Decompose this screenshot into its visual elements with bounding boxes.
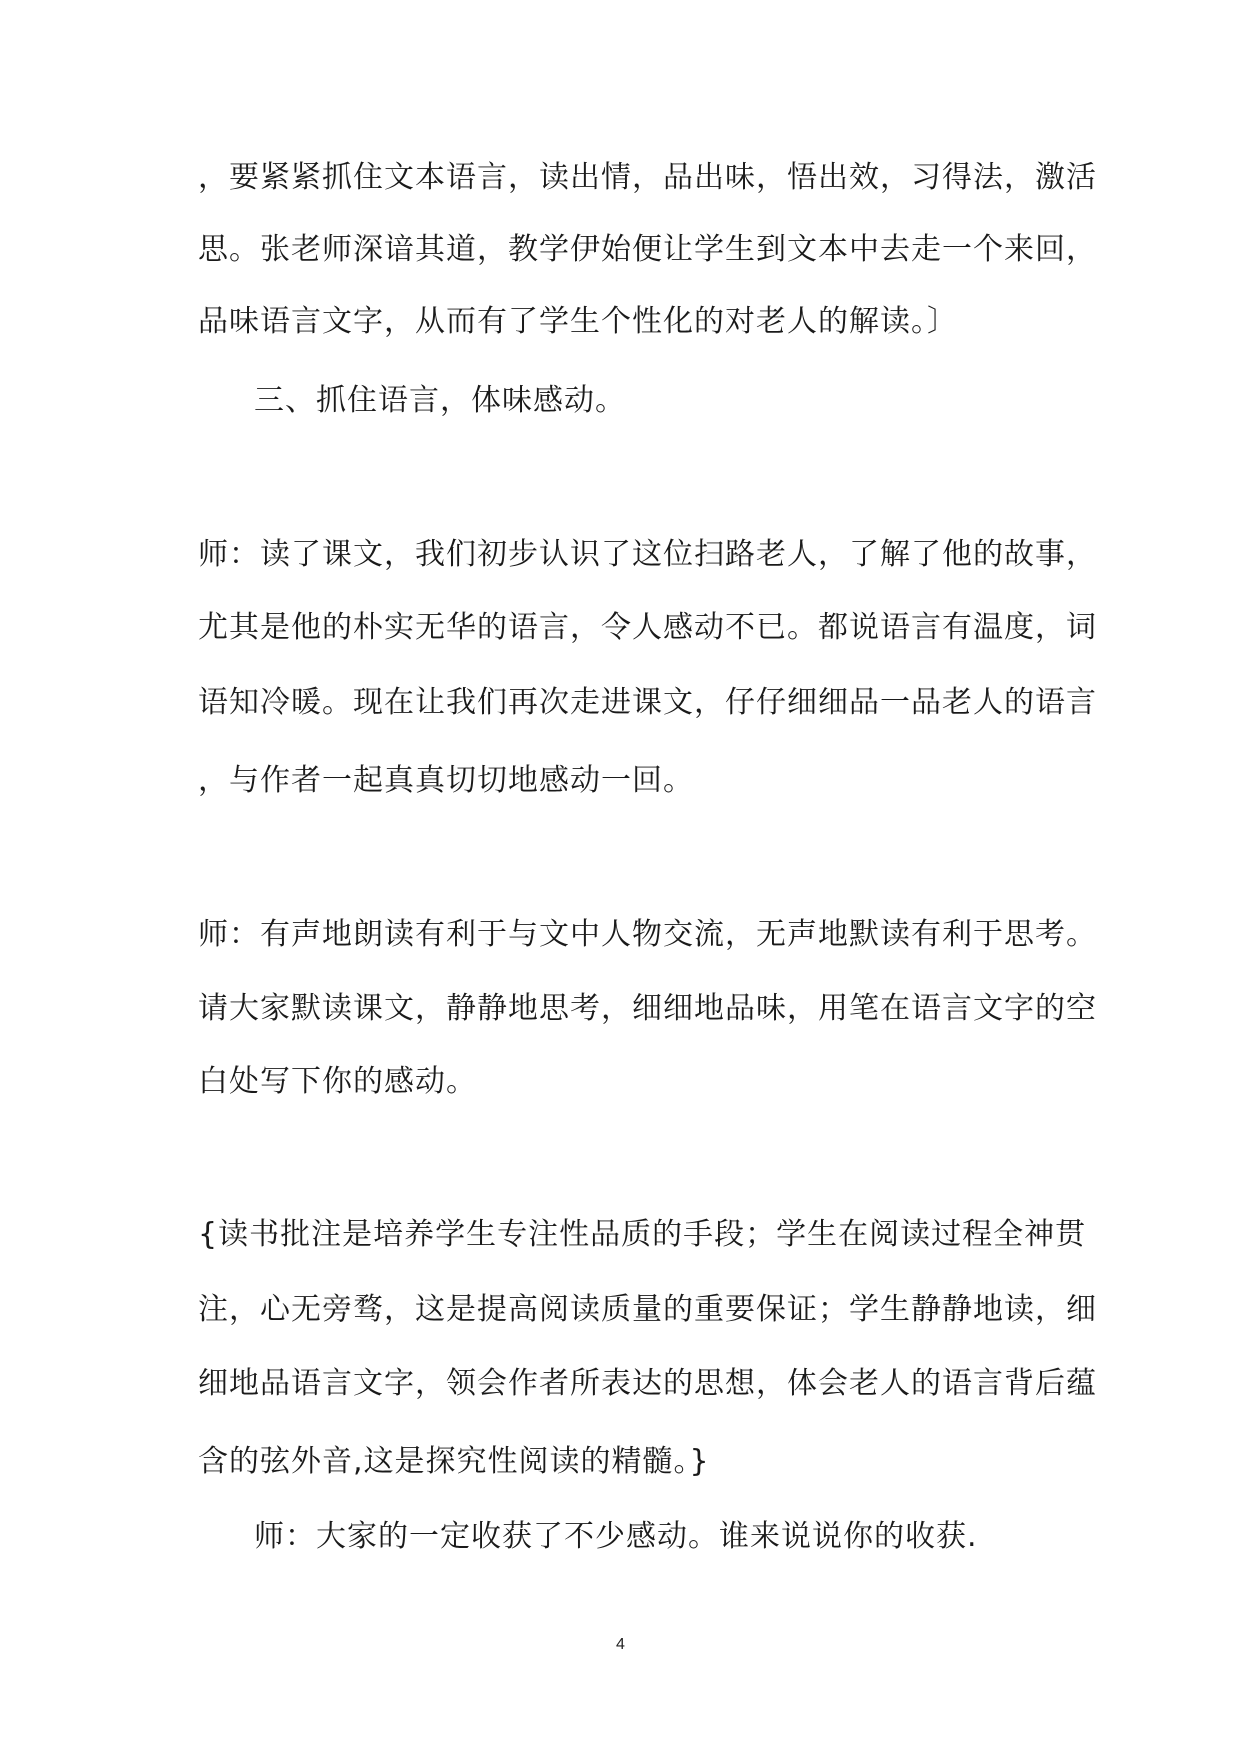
- annotation-line-1: {读书批注是培养学生专注性品质的手段；学生在阅读过程全神贯: [198, 1217, 1087, 1252]
- text-line-9: 师：有声地朗读有利于与文中人物交流，无声地默读有利于思考。: [198, 917, 1097, 952]
- text-line-3: 品味语言文字，从而有了学生个性化的对老人的解读。〕: [198, 304, 958, 339]
- text-line-5: 师：读了课文，我们初步认识了这位扫路老人，了解了他的故事，: [198, 537, 1097, 572]
- annotation-line-2: 注，心无旁骛，这是提高阅读质量的重要保证；学生静静地读，细: [198, 1292, 1097, 1327]
- text-line-1: ，要紧紧抓住文本语言，读出情，品出味，悟出效，习得法，激活: [198, 160, 1097, 195]
- annotation-line-4: 含的弦外音,这是探究性阅读的精髓。}: [198, 1444, 710, 1479]
- text-line-11: 白处写下你的感动。: [198, 1064, 477, 1099]
- page-number: 4: [616, 1636, 625, 1653]
- annotation-line-3: 细地品语言文字，领会作者所表达的思想，体会老人的语言背后蕴: [198, 1366, 1097, 1401]
- text-line-7: 语知冷暖。现在让我们再次走进课文，仔仔细细品一品老人的语言: [198, 685, 1097, 720]
- section-heading: 三、抓住语言，体味感动。: [254, 383, 626, 418]
- text-line-8: ，与作者一起真真切切地感动一回。: [198, 763, 694, 798]
- text-line-6: 尤其是他的朴实无华的语言，令人感动不已。都说语言有温度，词: [198, 610, 1097, 645]
- text-line-16: 师：大家的一定收获了不少感动。谁来说说你的收获.: [254, 1519, 978, 1554]
- text-line-10: 请大家默读课文，静静地思考，细细地品味，用笔在语言文字的空: [198, 991, 1097, 1026]
- text-line-2: 思。张老师深谙其道，教学伊始便让学生到文本中去走一个来回，: [198, 232, 1097, 267]
